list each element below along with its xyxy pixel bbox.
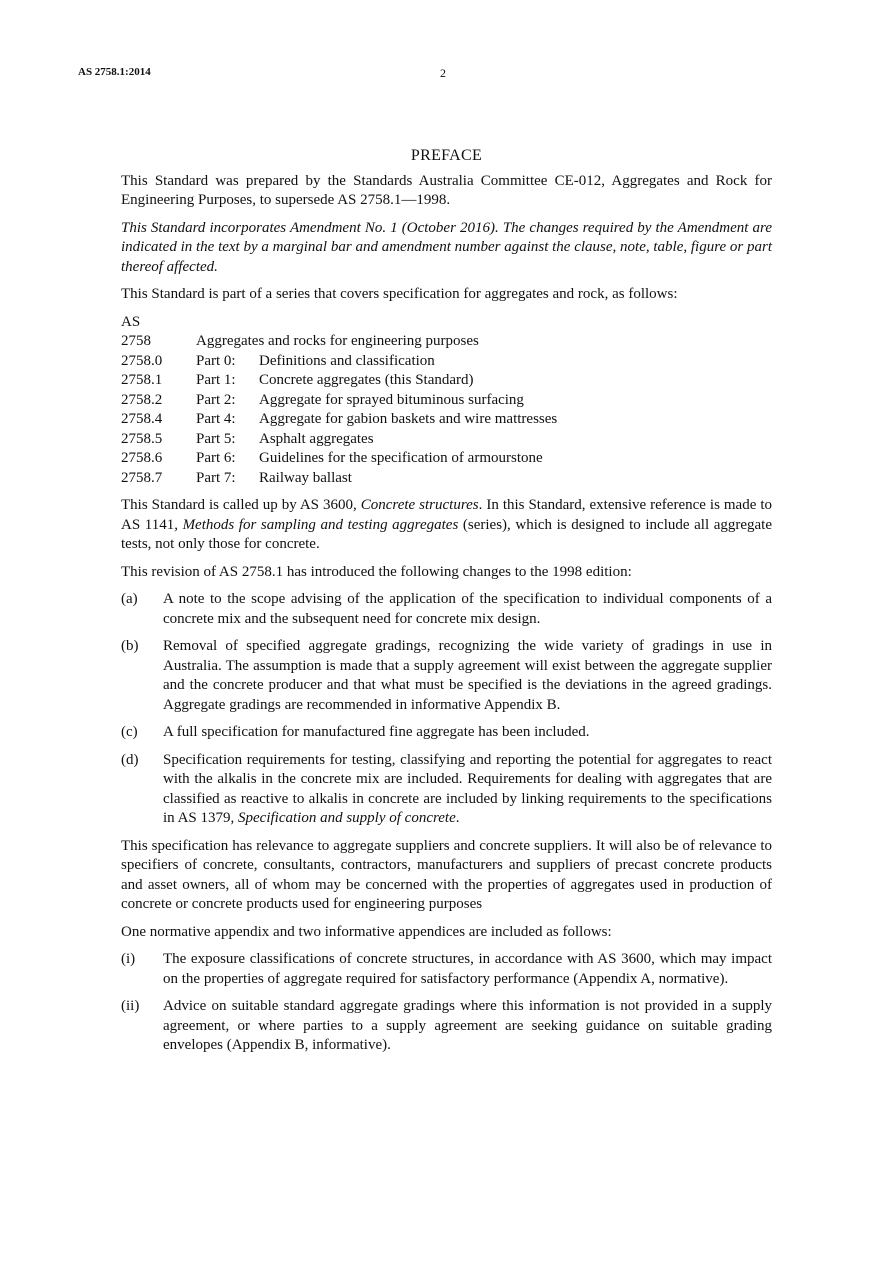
series-number: 2758.1 xyxy=(121,372,163,388)
text-run: (series), which is designed to include all aggregate tests, not only those for concrete. xyxy=(121,516,773,552)
series-title: Aggregate for gabion baskets and wire mattresses xyxy=(259,411,558,427)
series-part: Part 4: xyxy=(196,411,236,427)
series-part: Part 0: xyxy=(196,352,236,369)
amendment-note: This Standard incorporates Amendment No. 1 (October 2016). The changes required by the Amendment are indicated in the text by a marginal bar and amendment number against the clause, note, table, figure or part thereof affected. xyxy=(121,219,772,275)
cited-title: Specification and supply of concrete xyxy=(238,810,456,826)
series-part: Part 5: xyxy=(196,430,236,447)
preface-paragraph-7: One normative appendix and two informative appendices are included as follows: xyxy=(121,923,612,940)
series-number: 2758.6 xyxy=(121,450,163,466)
preface-paragraph-4 xyxy=(121,496,772,555)
series-part: Part 1: xyxy=(196,372,236,388)
series-number: 2758.2 xyxy=(121,391,163,408)
series-title: Concrete aggregates (this Standard) xyxy=(259,372,474,388)
appendices-list xyxy=(121,950,772,1056)
series-title: Aggregates and rocks for engineering purposes xyxy=(196,333,479,349)
series-part: Part 2: xyxy=(196,391,236,408)
list-text: Removal of specified aggregate gradings, recognizing the wide variety of gradings in use in Australia. The assumption is made that a supply agreement will exist between the aggregate supplier and the concrete producer and that what must be specified is the deviations in the agreed gradings. Aggregate gradings are recommended in informative Appendix B. xyxy=(163,638,772,713)
preface-paragraph-5: This revision of AS 2758.1 has introduced the following changes to the 1998 edition: xyxy=(121,563,632,580)
series-part: Part 7: xyxy=(196,469,236,486)
series-row xyxy=(121,352,772,372)
list-marker: (b) xyxy=(121,638,139,654)
series-number: 2758.0 xyxy=(121,352,163,369)
series-row xyxy=(121,469,772,489)
list-item xyxy=(121,723,772,743)
list-item xyxy=(121,950,772,989)
series-title: Aggregate for sprayed bituminous surfacing xyxy=(259,391,524,408)
preface-paragraph-1: This Standard was prepared by the Standards Australia Committee CE-012, Aggregates and Rock for Engineering Purposes, to supersede AS 2758.1—1998. xyxy=(121,172,772,208)
text-run: This Standard is called up by AS 3600, xyxy=(121,497,361,513)
preface-paragraph-6: This specification has relevance to aggregate suppliers and concrete suppliers. It will also be of relevance to specifiers of concrete, consultants, contractors, manufacturers and suppliers of precast concrete products and asset owners, all of whom may be concerned with the properties of aggregates used in production of concrete or concrete products used for engineering purposes xyxy=(121,837,772,912)
series-title: Guidelines for the specification of armourstone xyxy=(259,450,543,466)
series-title: Railway ballast xyxy=(259,469,352,486)
list-item xyxy=(121,997,772,1056)
list-text: A note to the scope advising of the application of the specification to individual components of a concrete mix and the subsequent need for concrete mix design. xyxy=(163,591,772,627)
list-marker: (d) xyxy=(121,751,139,768)
series-part: Part 6: xyxy=(196,450,236,466)
preface-paragraph-3: This Standard is part of a series that covers specification for aggregates and rock, as follows: xyxy=(121,286,678,302)
series-number: 2758.7 xyxy=(121,469,163,486)
text-run: . xyxy=(455,810,460,826)
text-run: Specification requirements for testing, classifying and reporting the potential for aggregates to react with the alkalis in the concrete mix are included. Requirements for dealing with aggregates that are classified as reactive to alkalis in concrete are included by linking requirements to the specifications in AS 1379, xyxy=(163,751,772,826)
list-text: Advice on suitable standard aggregate gradings where this information is not provided in a supply agreement, or where parties to a supply agreement are seeking guidance on suitable grading envelopes (Appendix B, informative). xyxy=(163,998,772,1053)
series-row xyxy=(121,391,772,411)
list-item xyxy=(121,590,772,629)
list-item xyxy=(121,637,772,715)
list-text: A full specification for manufactured fine aggregate has been included. xyxy=(163,724,590,740)
document-body xyxy=(121,146,772,1064)
series-row xyxy=(121,449,772,469)
list-marker: (ii) xyxy=(121,998,140,1014)
standards-series-list xyxy=(121,313,772,489)
series-number: 2758.4 xyxy=(121,411,163,427)
text-run: . In this Standard, extensive reference is made to AS 1141, xyxy=(121,497,773,533)
series-number: 2758.5 xyxy=(121,430,163,447)
cited-title: Methods for sampling and testing aggregates xyxy=(182,516,459,533)
series-row xyxy=(121,430,772,450)
list-text: The exposure classifications of concrete structures, in accordance with AS 3600, which may impact on the properties of aggregate required for satisfactory performance (Appendix A, normative). xyxy=(163,951,772,987)
series-number: 2758 xyxy=(121,333,151,349)
page-number: 2 xyxy=(440,66,446,80)
series-heading: AS xyxy=(121,313,141,330)
list-marker: (a) xyxy=(121,591,138,607)
series-row xyxy=(121,410,772,430)
standard-number: AS 2758.1:2014 xyxy=(78,66,151,78)
series-row xyxy=(121,371,772,391)
list-marker: (c) xyxy=(121,724,138,740)
series-row xyxy=(121,332,772,352)
page-title: PREFACE xyxy=(410,147,483,164)
list-text xyxy=(163,751,772,829)
list-marker: (i) xyxy=(121,951,136,967)
series-title: Asphalt aggregates xyxy=(259,430,374,447)
list-item xyxy=(121,751,772,829)
changes-list xyxy=(121,590,772,829)
cited-title: Concrete structures xyxy=(360,497,479,513)
series-title: Definitions and classification xyxy=(259,352,435,369)
